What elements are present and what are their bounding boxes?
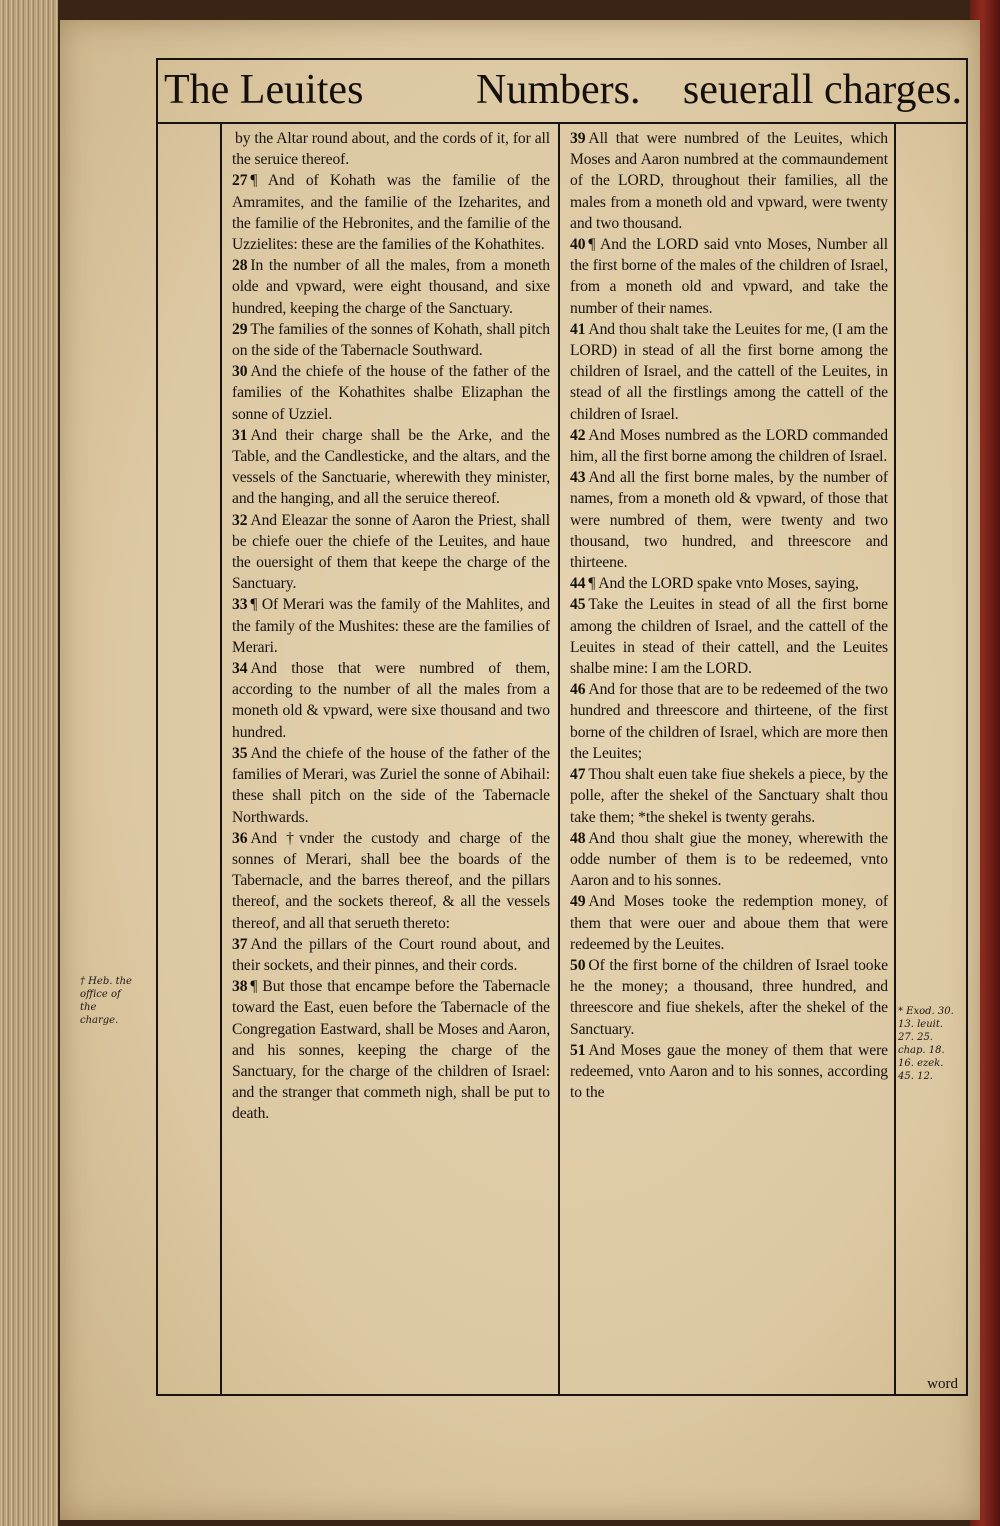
verse: 51 And Moses gaue the money of them that were redeemed, vnto Aaron and to his sonnes, according to the xyxy=(570,1041,888,1102)
verse: by the Altar round about, and the cords of it, for all the seruice thereof. xyxy=(232,130,550,169)
center-column-rule xyxy=(558,124,560,1394)
verse: 39 All that were numbred of the Leuites, which Moses and Aaron numbred at the commaundement of the LORD, throughout their families, all the males from a moneth old and vpward, were twenty and two thousand. xyxy=(570,130,888,232)
catchword: word xyxy=(927,1376,958,1392)
verse: 40 ¶ And the LORD said vnto Moses, Number all the first borne of the males of the children of Israel, from a moneth old and vpward, and take the number of their names. xyxy=(570,236,888,317)
verse: 49 And Moses tooke the redemption money, of them that were ouer and aboue them that were redeemed by the Leuites. xyxy=(570,893,888,953)
header-right: seuerall charges. xyxy=(682,67,962,113)
verse: 33 ¶ Of Merari was the family of the Mahlites, and the family of the Mushites: these are the families of Merari. xyxy=(232,596,550,656)
margin-note-left: † Heb. the office of the charge. xyxy=(80,976,132,1026)
verse: 45 Take the Leuites in stead of all the first borne among the children of Israel, and the cattell of the Leuites in stead of their cattell, and the Leuites shalbe mine: I am the LORD. xyxy=(570,596,888,678)
verse: 46 And for those that are to be redeemed of the two hundred and threescore and thirteene, of the first borne of the children of Israel, which are more then the Leuites; xyxy=(570,681,888,762)
verse: 50 Of the first borne of the children of Israel tooke he the money; a thousand, three hundred, and threescore and fiue shekels, after the shekel of the Sanctuary. xyxy=(570,956,888,1038)
header-left: The Leuites xyxy=(164,67,364,113)
verse: 41 And thou shalt take the Leuites for me, (I am the LORD) in stead of all the first borne among the children of Israel, and the cattell of the Leuites, in stead of all the firstlings among the cattell of the children of Israel. xyxy=(570,320,888,423)
verse: 38 ¶ But those that encampe before the Tabernacle toward the East, euen before the Tabernacle of the Congregation Eastward, shall be Moses and Aaron, and his sonnes, keeping the charge of the Sanctuary, for the charge of the children of Israel: and the stranger that commeth nigh, shall be put to death. xyxy=(232,978,550,1123)
verse: 48 And thou shalt giue the money, wherewith the odde number of them is to be redeemed, vnto Aaron and to his sonnes. xyxy=(570,829,888,890)
verse: 42 And Moses numbred as the LORD commanded him, all the first borne among the children of Israel. xyxy=(570,426,888,466)
book-page-edges xyxy=(0,0,58,1526)
verse: 32 And Eleazar the sonne of Aaron the Priest, shall be chiefe ouer the chiefe of the Leuites, and haue the ouersight of them that keepe the charge of the Sanctuary. xyxy=(232,511,550,593)
verse: 35 And the chiefe of the house of the father of the families of Merari, was Zuriel the sonne of Abihail: these shall pitch on the side of the Tabernacle Northwards. xyxy=(232,744,550,826)
verse: 30 And the chiefe of the house of the father of the families of the Kohathites shalbe Elizaphan the sonne of Uzziel. xyxy=(232,363,550,423)
margin-note-right: * Exod. 30. 13. leuit. 27. 25. chap. 18. 16. ezek. 45. 12. xyxy=(898,1006,954,1082)
verse: 47 Thou shalt euen take fiue shekels a piece, by the polle, after the shekel of the Sanctuary shalt thou take them; *the shekel is twenty gerahs. xyxy=(570,766,888,826)
right-gutter-rule xyxy=(894,124,896,1394)
verse: 34 And those that were numbred of them, according to the number of all the males from a moneth old & vpward, were sixe thousand and two hundred. xyxy=(232,660,550,741)
right-text-column xyxy=(570,128,888,1103)
verse: 44 ¶ And the LORD spake vnto Moses, saying, xyxy=(570,575,859,593)
left-text-column xyxy=(232,128,550,1125)
left-gutter-rule xyxy=(220,124,222,1394)
verse: 36 And †vnder the custody and charge of the sonnes of Merari, shall bee the boards of the Tabernacle, and the barres thereof, and the pillars thereof, and the sockets thereof, & all the vessels thereof, and all that serueth thereto: xyxy=(232,829,550,932)
verse: 29 The families of the sonnes of Kohath, shall pitch on the side of the Tabernacle Southward. xyxy=(232,320,550,360)
page-frame xyxy=(156,58,968,1396)
verse: 31 And their charge shall be the Arke, and the Table, and the Candlesticke, and the altars, and the vessels of the Sanctuarie, wherewith they minister, and the hanging, and all the seruice thereof. xyxy=(232,426,550,508)
running-header xyxy=(158,60,966,124)
verse: 28 In the number of all the males, from a moneth olde and vpward, were eight thousand, and sixe hundred, keeping the charge of the Sanctuary. xyxy=(232,257,550,317)
header-center: Numbers. xyxy=(476,67,641,113)
book-page xyxy=(60,20,980,1520)
verse: 37 And the pillars of the Court round about, and their sockets, and their pinnes, and their cords. xyxy=(232,935,550,974)
verse: 43 And all the first borne males, by the number of names, from a moneth old & vpward, of those that were numbred of them, were twenty and two thousand, two hundred, and threescore and thirteene. xyxy=(570,469,888,572)
verse: 27 ¶ And of Kohath was the familie of the Amramites, and the familie of the Izeharites, and the familie of the Hebronites, and the familie of the Uzzielites: these are the families of the Kohathites. xyxy=(232,172,550,254)
